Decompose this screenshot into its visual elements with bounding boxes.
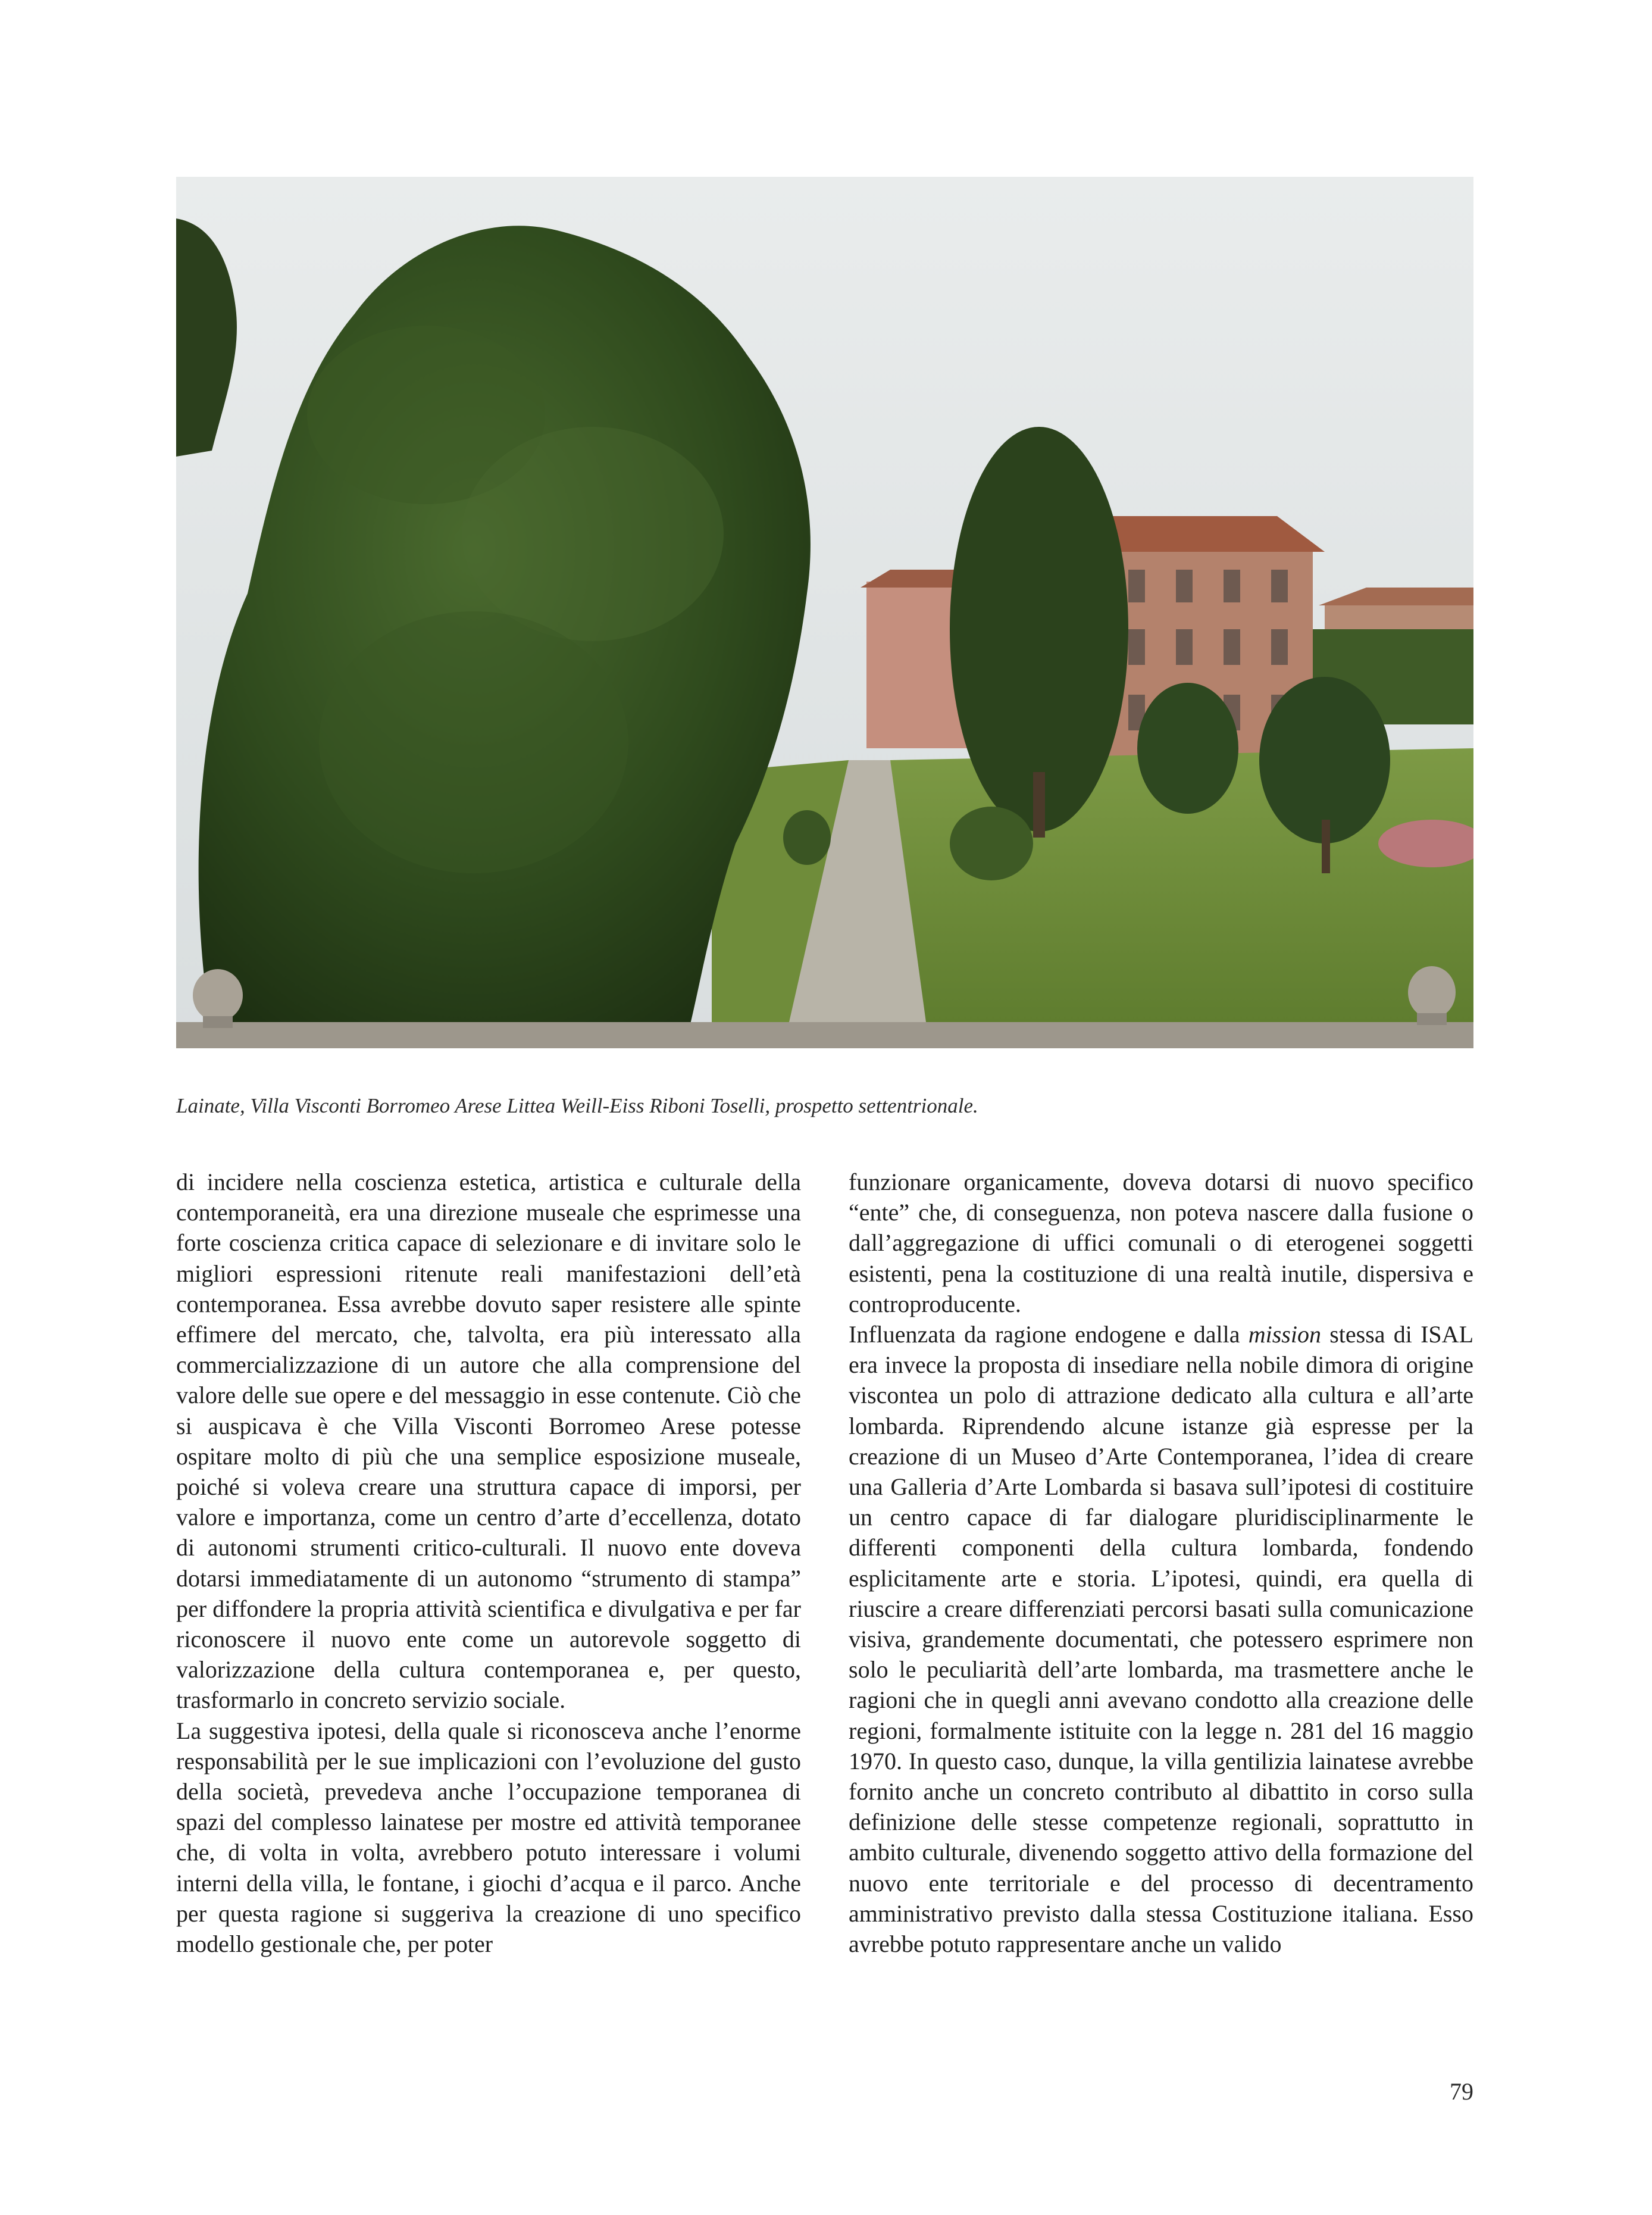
mission-emphasis: mission	[1248, 1321, 1321, 1348]
villa-photograph	[176, 177, 1473, 1048]
right-paragraph-2-start: Influenzata da ragione endogene e dalla	[849, 1321, 1249, 1348]
left-paragraph-2: La suggestiva ipotesi, della quale si riconosceva anche l’enorme responsabilità per le sue implicazioni con l’evoluzione del gusto della società, prevedeva anche l’occupazione temporanea di spazi del complesso lainatese per mostre ed attività temporanee che, di volta in volta, avrebbero potuto interessare i volumi interni della villa, le fontane, i giochi d’acqua e il parco. Anche per questa ragione si suggeriva la creazione di uno specifico modello gestionale che, per poter	[176, 1717, 801, 1958]
left-text-column	[176, 1167, 801, 1959]
right-paragraph-2-rest: stessa di ISAL era invece la proposta di insediare nella nobile dimora di origine viscontea un polo di attrazione dedicato alla cultura e all’arte lombarda. Riprendendo alcune istanze già espresse per la creazione di un Museo d’Arte Contemporanea, l’idea di creare una Galleria d’Arte Lombarda si basava sull’ipotesi di costituire un centro capace di far dialogare pluridisciplinarmente le differenti componenti della cultura lombarda, fondendo esplicitamente arte e storia. L’ipotesi, quindi, era quella di riuscire a creare differenziati percorsi basati sulla comunicazione visiva, grandemente documentati, che potessero esprimere non solo le peculiarità dell’arte lombarda, ma trasmettere anche le ragioni che in quegli anni avevano condotto alla creazione delle regioni, formalmente istituite con la legge n. 281 del 16 maggio 1970. In questo caso, dunque, la villa gentilizia lainatese avrebbe fornito anche un concreto contributo al dibattito in corso sulla definizione delle stesse competenze regionali, soprattutto in ambito culturale, divenendo soggetto attivo della formazione del nuovo ente territoriale e del processo di decentramento amministrativo previsto dalla stessa Costituzione italiana. Esso avrebbe potuto rappresentare anche un valido	[849, 1321, 1474, 1958]
right-paragraph-1: funzionare organicamente, doveva dotarsi di nuovo specifico “ente” che, di conseguenza, non poteva nascere dalla fusione o dall’aggregazione di uffici comunali o di eterogenei soggetti esistenti, pena la costituzione di una realtà inutile, dispersiva e controproducente.	[849, 1169, 1473, 1317]
villa-garden-image	[176, 177, 1473, 1048]
right-text-column	[849, 1167, 1473, 1959]
figure-caption: Lainate, Villa Visconti Borromeo Arese Littea Weill-Eiss Riboni Toselli, prospetto settentrionale.	[176, 1094, 978, 1117]
page-number: 79	[1450, 2078, 1473, 2105]
left-paragraph-1: di incidere nella coscienza estetica, artistica e culturale della contemporaneità, era una direzione museale che esprimesse una forte coscienza critica capace di selezionare e di invitare solo le migliori espressioni ritenute reali manifestazioni dell’età contemporanea. Essa avrebbe dovuto saper resistere alle spinte effimere del mercato, che, talvolta, era più interessato alla commercializzazione di un autore che alla comprensione del valore delle sue opere e del messaggio in esse contenute. Ciò che si auspicava è che Villa Visconti Borromeo Arese potesse ospitare molto di più che una semplice esposizione museale, poiché si voleva creare una struttura capace di imporsi, per valore e importanza, come un centro d’arte d’eccellenza, dotato di autonomi strumenti critico-culturali. Il nuovo ente doveva dotarsi immediatamente di un autonomo “strumento di stampa” per diffondere la propria attività scientifica e divulgativa e per far riconoscere il nuovo ente come un autorevole soggetto di valorizzazione della cultura contemporanea e, per questo, trasformarlo in concreto servizio sociale.	[176, 1169, 801, 1714]
right-paragraph-2	[849, 1319, 1473, 1959]
